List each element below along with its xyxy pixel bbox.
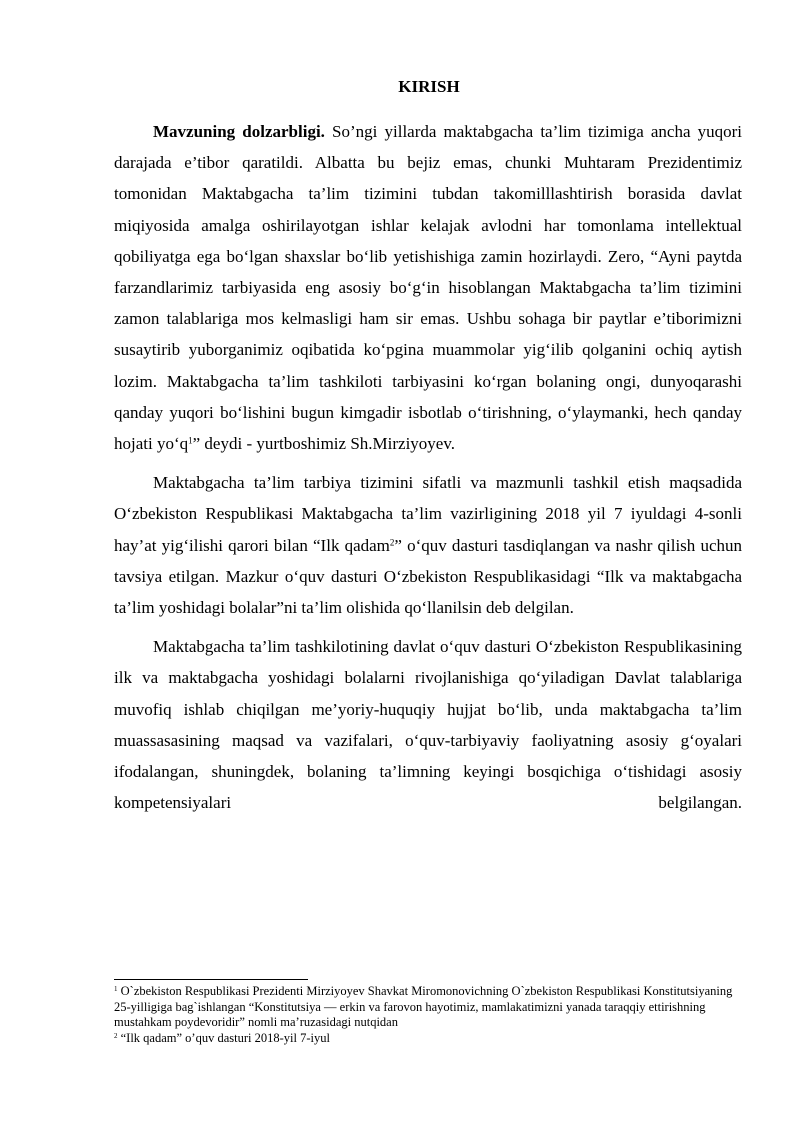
- footnote-mark: 1: [114, 985, 118, 994]
- footnotes: [114, 984, 744, 1046]
- footnote-divider: [114, 979, 308, 980]
- paragraph-text: Maktabgacha ta’lim tashkilotining davlat o‘quv dasturi O‘zbekiston Respublikasining ilk va maktabgacha yoshidagi bolalarni rivojlanishiga qo‘yiladigan Davlat talablariga muvofiq ishlab chiqilgan me’yoriy-huquqiy hujjat bo‘lib, unda maktabgacha ta’lim muassasasining maqsad va vazifalari, o‘quv-tarbiyaviy faoliyatning asosiy g‘oyalari ifodalangan, shuningdek, bolaning ta’limning keyingi bosqichiga o‘tishidagi asosiy kompetensiyalari belgilangan.: [114, 637, 742, 813]
- paragraph-text: Maktabgacha ta’lim tarbiya tizimini sifatli va mazmunli tashkil etish maqsadida O‘zbekiston Respublikasi Maktabgacha ta’lim vazirligining 2018 yil 7 iyuldagi 4-sonli hay’at yig‘ilishi qarori bilan “Ilk qadam: [114, 473, 742, 555]
- paragraph-relevance: [114, 116, 742, 459]
- footnote-2: [114, 1031, 744, 1047]
- paragraph-curriculum: [114, 467, 742, 623]
- page-title: KIRISH: [398, 77, 460, 96]
- paragraph-lead: Mavzuning dolzarbligi.: [153, 122, 325, 141]
- footnote-ref-2[interactable]: 2: [389, 537, 395, 548]
- main-text: [114, 116, 742, 826]
- footnote-text: “Ilk qadam” o’quv dasturi 2018-yil 7-iyul: [117, 1030, 330, 1045]
- footnote-text: O`zbekiston Respublikasi Prezidenti Mirziyoyev Shavkat Miromonovichning O`zbekiston Respublikasi Konstitutsiyaning 25-yilligiga bag`ishlangan “Konstitutsiya — erkin va farovon hayotimiz, mamlakatimizni yanada taraqqiy ettirishning mustahkam poydevoridir” nomli ma’ruzasidagi nutqidan: [114, 984, 733, 1029]
- paragraph-text: ” deydi - yurtboshimiz Sh.Mirziyoyev.: [192, 434, 455, 454]
- paragraph-text: ” o‘quv dasturi tasdiqlangan va nashr qilish uchun tavsiya etilgan. Mazkur o‘quv dasturi O‘zbekiston Respublikasidagi “Ilk va maktabgacha ta’lim yoshidagi bolalar”ni ta’lim olishida qo‘llanilsin deb delgilan.: [114, 535, 742, 618]
- footnote-mark: 2: [114, 1031, 118, 1040]
- footnote-ref-1[interactable]: 1: [188, 435, 193, 446]
- paragraph-state-program: [114, 631, 742, 818]
- footnote-1: [114, 984, 744, 1031]
- paragraph-text: So’ngi yillarda maktabgacha ta’lim tizimiga ancha yuqori darajada e’tibor qaratildi. Albatta bu bejiz emas, chunki Muhtaram Prezidentimiz tomonidan Maktabgacha ta’lim tizimini tubdan takomilllashtirish borasida davlat miqiyosida amalga oshirilayotgan ishlar kelajak avlodni har tomonlama intellektual qobiliyatga ega bo‘lgan shaxslar bo‘lib yetishishiga zamin hozirlaydi. Zero, “Ayni paytda farzandlarimiz tarbiyasida eng asosiy bo‘g‘in hisoblangan Maktabgacha ta’lim tizimini zamon talablariga mos kelmasligi ham sir emas. Ushbu sohaga bir paytlar e’tiborimizni susaytirib yuborganimiz oqibatida ko‘pgina muammolar yig‘ilib qolganini ochiq aytish lozim. Maktabgacha ta’lim tashkiloti tarbiyasini ko‘rgan bolaning ongi, dunyoqarashi qanday yuqori bo‘lishini bugun kimgadir isbotlab o‘tirishning, o‘ylaymanki, hech qanday hojati yo‘q: [114, 122, 742, 454]
